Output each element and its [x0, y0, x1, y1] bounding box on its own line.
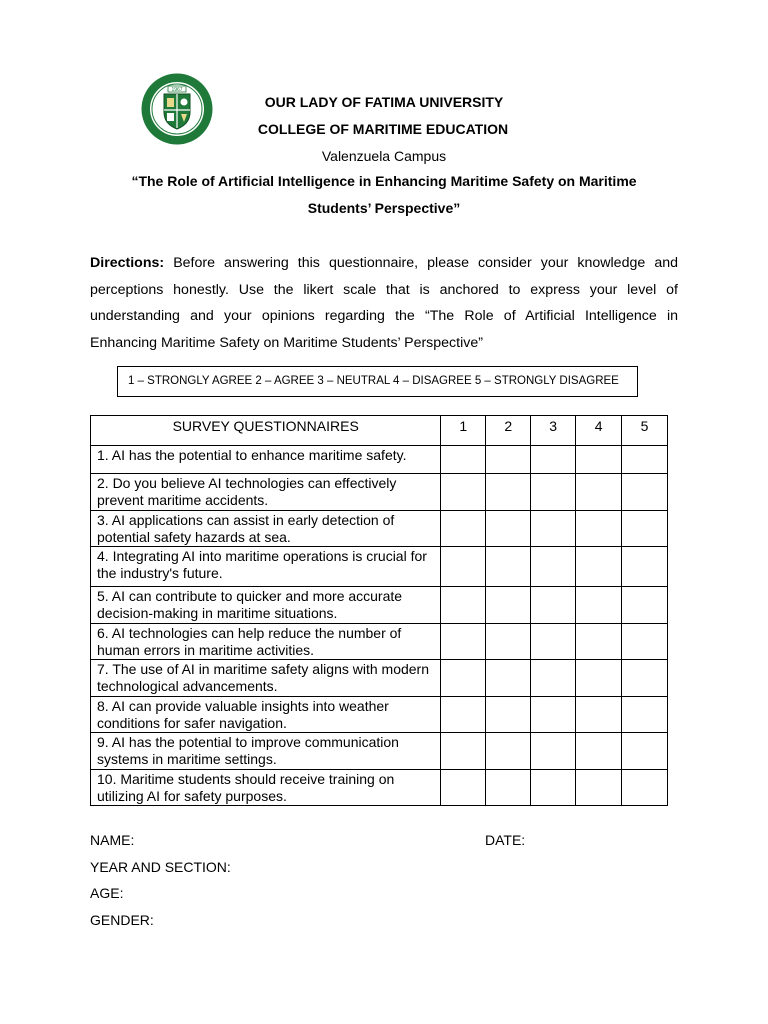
response-cell[interactable] [622, 733, 668, 770]
survey-title [90, 168, 678, 222]
question-7: 7. The use of AI in maritime safety aligns with modern technological advancements. [91, 660, 441, 697]
response-cell[interactable] [486, 733, 531, 770]
survey-title-line2: Students’ Perspective” [307, 200, 461, 216]
question-6: 6. AI technologies can help reduce the number of human errors in maritime activities. [91, 624, 441, 660]
question-1: 1. AI has the potential to enhance maritime safety. [91, 446, 441, 474]
response-cell[interactable] [441, 733, 486, 770]
response-cell[interactable] [531, 511, 576, 547]
table-header-row [91, 416, 668, 446]
response-cell[interactable] [486, 770, 531, 806]
year-section-label: YEAR AND SECTION: [90, 859, 231, 875]
response-cell[interactable] [531, 770, 576, 806]
question-2: 2. Do you believe AI technologies can effectively prevent maritime accidents. [91, 474, 441, 511]
response-cell[interactable] [486, 660, 531, 697]
gender-label: GENDER: [90, 912, 154, 928]
response-cell[interactable] [622, 660, 668, 697]
response-cell[interactable] [441, 511, 486, 547]
response-cell[interactable] [486, 624, 531, 660]
college-name: COLLEGE OF MARITIME EDUCATION [257, 121, 509, 137]
response-cell[interactable] [531, 733, 576, 770]
response-cell[interactable] [486, 587, 531, 624]
table-row [91, 511, 668, 547]
age-label: AGE: [90, 885, 124, 901]
response-cell[interactable] [441, 697, 486, 733]
university-name: OUR LADY OF FATIMA UNIVERSITY [264, 94, 504, 110]
likert-scale-legend: 1 – STRONGLY AGREE 2 – AGREE 3 – NEUTRAL 4 – DISAGREE 5 – STRONGLY DISAGREE [117, 366, 638, 397]
table-row [91, 446, 668, 474]
response-cell[interactable] [576, 547, 622, 587]
question-8: 8. AI can provide valuable insights into weather conditions for safer navigation. [91, 697, 441, 733]
logo-year: 1967 [171, 87, 183, 93]
table-row [91, 547, 668, 587]
response-cell[interactable] [622, 446, 668, 474]
header-scale-1: 1 [441, 416, 486, 446]
question-3: 3. AI applications can assist in early detection of potential safety hazards at sea. [91, 511, 441, 547]
header-survey-questionnaires: SURVEY QUESTIONNAIRES [91, 416, 441, 446]
response-cell[interactable] [486, 511, 531, 547]
response-cell[interactable] [441, 660, 486, 697]
response-cell[interactable] [576, 770, 622, 806]
table-row [91, 587, 668, 624]
directions-paragraph [90, 250, 678, 356]
question-5: 5. AI can contribute to quicker and more accurate decision-making in maritime situations. [91, 587, 441, 624]
header-scale-3: 3 [531, 416, 576, 446]
survey-title-line1: “The Role of Artificial Intelligence in Enhancing Maritime Safety on Maritime [131, 173, 637, 189]
directions-text: Before answering this questionnaire, please consider your knowledge and perceptions honestly. Use the likert scale that is anchored to express your level of understanding and your opinions regarding the “The Role of Artificial Intelligence in Enhancing Maritime Safety on Maritime Students’ Perspective” [90, 255, 678, 351]
campus-name: Valenzuela Campus [321, 148, 447, 164]
header-scale-4: 4 [576, 416, 622, 446]
response-cell[interactable] [622, 547, 668, 587]
header-scale-5: 5 [622, 416, 668, 446]
response-cell[interactable] [531, 624, 576, 660]
response-cell[interactable] [576, 587, 622, 624]
response-cell[interactable] [622, 624, 668, 660]
response-cell[interactable] [576, 624, 622, 660]
table-row [91, 624, 668, 660]
question-9: 9. AI has the potential to improve communication systems in maritime settings. [91, 733, 441, 770]
response-cell[interactable] [531, 587, 576, 624]
response-cell[interactable] [441, 446, 486, 474]
response-cell[interactable] [622, 587, 668, 624]
response-cell[interactable] [622, 511, 668, 547]
response-cell[interactable] [622, 770, 668, 806]
table-row [91, 770, 668, 806]
response-cell[interactable] [441, 770, 486, 806]
response-cell[interactable] [441, 474, 486, 511]
response-cell[interactable] [486, 446, 531, 474]
question-4: 4. Integrating AI into maritime operations is crucial for the industry's future. [91, 547, 441, 587]
response-cell[interactable] [441, 624, 486, 660]
survey-table [90, 415, 668, 806]
response-cell[interactable] [486, 474, 531, 511]
response-cell[interactable] [622, 697, 668, 733]
table-row [91, 474, 668, 511]
date-label: DATE: [485, 832, 526, 848]
table-row [91, 660, 668, 697]
question-10: 10. Maritime students should receive training on utilizing AI for safety purposes. [91, 770, 441, 806]
directions-label: Directions: [90, 255, 165, 271]
table-row [91, 697, 668, 733]
response-cell[interactable] [531, 660, 576, 697]
response-cell[interactable] [576, 511, 622, 547]
response-cell[interactable] [531, 446, 576, 474]
response-cell[interactable] [576, 446, 622, 474]
table-row [91, 733, 668, 770]
response-cell[interactable] [486, 547, 531, 587]
response-cell[interactable] [576, 733, 622, 770]
response-cell[interactable] [441, 587, 486, 624]
response-cell[interactable] [441, 547, 486, 587]
response-cell[interactable] [576, 697, 622, 733]
name-label: NAME: [90, 832, 135, 848]
response-cell[interactable] [576, 474, 622, 511]
header-scale-2: 2 [486, 416, 531, 446]
response-cell[interactable] [531, 474, 576, 511]
response-cell[interactable] [531, 697, 576, 733]
response-cell[interactable] [622, 474, 668, 511]
response-cell[interactable] [576, 660, 622, 697]
response-cell[interactable] [486, 697, 531, 733]
response-cell[interactable] [531, 547, 576, 587]
